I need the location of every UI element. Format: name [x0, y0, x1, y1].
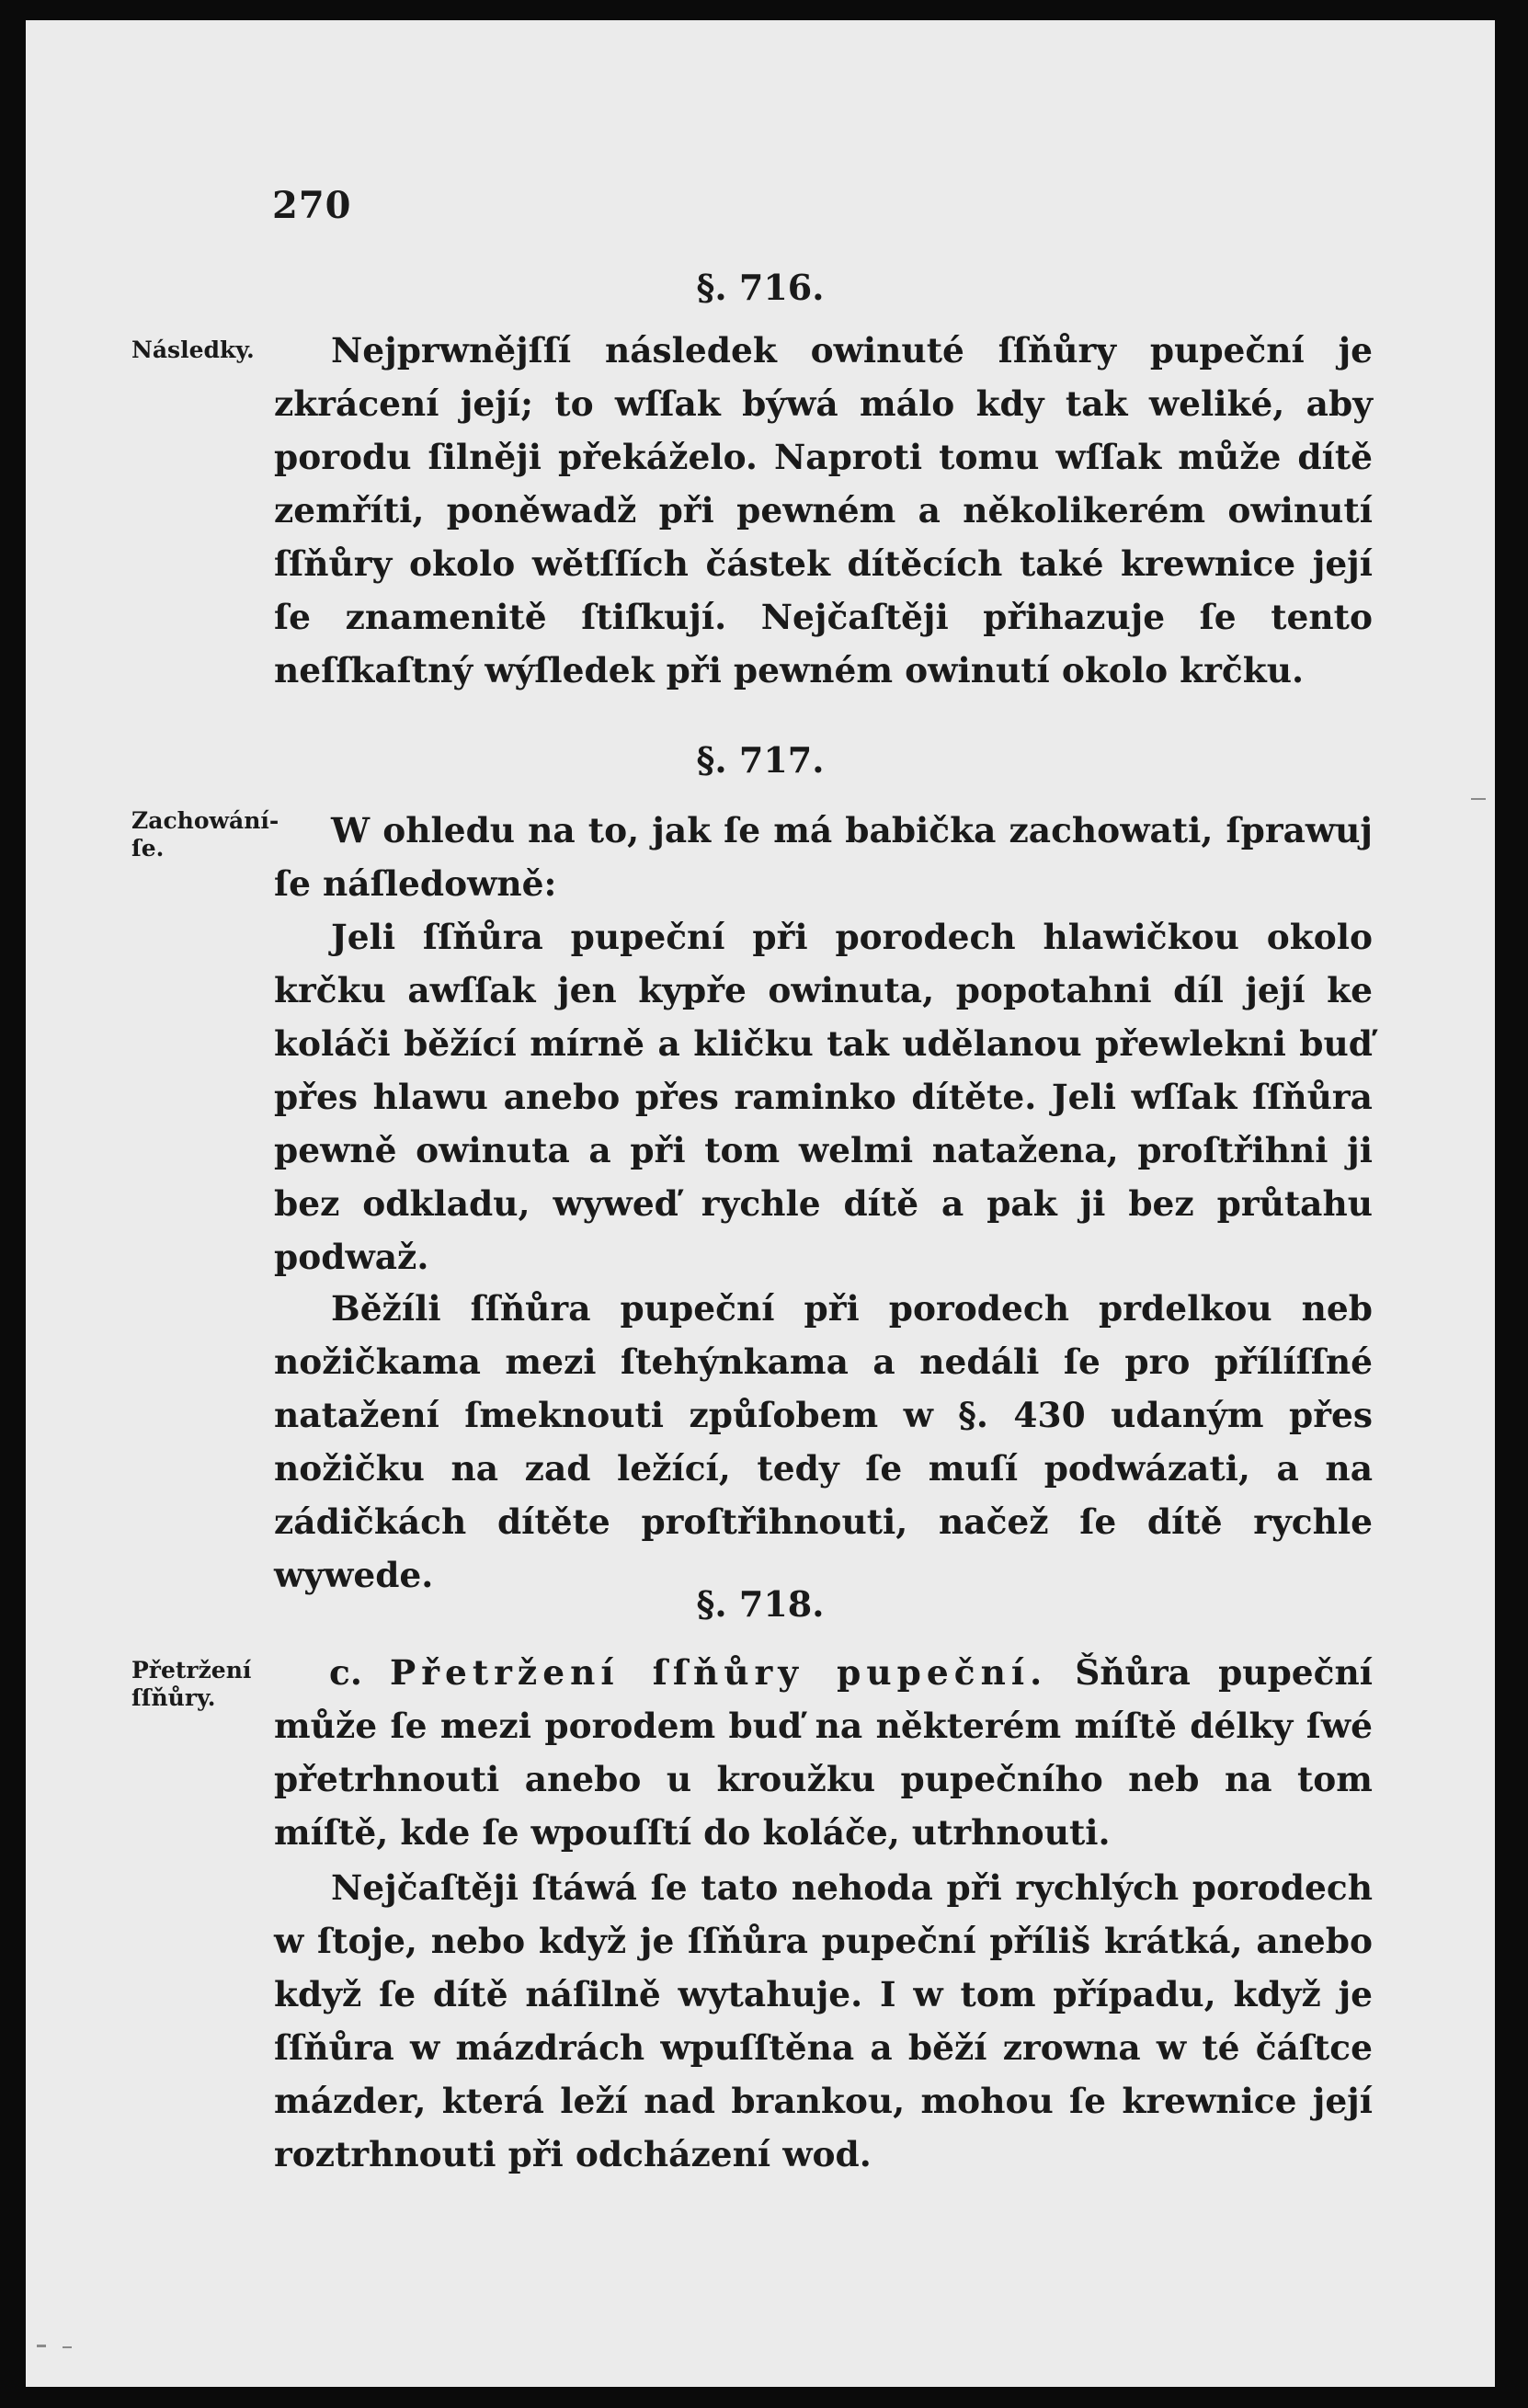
- paragraph-717-3: Běžíli ſſňůra pupeční při porodech prdelkou neb nožičkama mezi ſtehýnkama a nedáli ſe pro přílíſſné natažení ſmeknouti způſobem w §. 430 udaným přes nožičku na zad ležící, tedy ſe muſí podwázati, a na zádičkách dítěte proſtřihnouti, načež ſe dítě rychle wywede.: [274, 1288, 1373, 1595]
- paragraph-716-1: Nejprwnějſſí následek owinuté ſſňůry pupeční je zkrácení její; to wſſak býwá málo kdy tak weliké, aby porodu ſilněji překáželo. Naproti tomu wſſak může dítě zemříti, poněwadž při pewném a několikerém owinutí ſſňůry okolo wětſſích částek dítěcích také krewnice její ſe znamenitě ſtiſkují. Nejčaſtěji přihazuje ſe tento neſſkaſtný wýſledek při pewném owinutí okolo krčku.: [274, 330, 1373, 690]
- paragraph-717-1: W ohledu na to, jak ſe má babička zachowati, ſprawuj ſe náſledowně:: [274, 810, 1373, 904]
- margin-note-nasledky: Následky.: [131, 337, 255, 363]
- scan-artifact: [1471, 798, 1486, 800]
- item-title: Přetržení ſſňůry pupeční.: [390, 1652, 1048, 1693]
- paragraph-717-2: Jeli ſſňůra pupeční při porodech hlawičkou okolo krčku awſſak jen kypře owinuta, popotahni díl její ke koláči běžící mírně a kličku tak udělanou přewlekni buď přes hlawu anebo přes raminko dítěte. Jeli wſſak ſſňůra pewně owinuta a při tom welmi natažena, proſtřihni ji bez odkladu, wyweď rychle dítě a pak ji bez průtahu podwaž.: [274, 917, 1373, 1277]
- paragraph-718-1-text: Šňůra pupeční může ſe mezi porodem buď na některém míſtě délky ſwé přetrhnouti anebo u kroužku pupečního neb na tom míſtě, kde ſe wpouſſtí do koláče, utrhnouti.: [274, 1652, 1373, 1853]
- scan-artifact: [37, 2345, 46, 2347]
- item-letter: c.: [329, 1652, 362, 1693]
- scan-artifact: [63, 2346, 72, 2348]
- page-number: 270: [272, 184, 352, 227]
- section-heading-716: §. 716.: [696, 267, 825, 308]
- section-heading-717: §. 717.: [696, 739, 825, 781]
- section-heading-718: §. 718.: [696, 1583, 825, 1625]
- paragraph-718-2: Nejčaſtěji ſtáwá ſe tato nehoda při rychlých porodech w ſtoje, nebo když je ſſňůra pupeční příliš krátká, anebo když ſe dítě náſilně wytahuje. I w tom případu, když je ſſňůra w mázdrách wpuſſtěna a běží zrowna w té čáſtce mázder, která leží nad brankou, mohou ſe krewnice její roztrhnouti při odcházení wod.: [274, 1867, 1373, 2174]
- margin-note-zachowani: Zachowání-ſe.: [131, 807, 279, 862]
- margin-note-pretrzeni: Přetržení ſſňůry.: [131, 1657, 252, 1711]
- book-page: [26, 20, 1495, 2387]
- paragraph-718-1: [274, 1646, 1373, 1859]
